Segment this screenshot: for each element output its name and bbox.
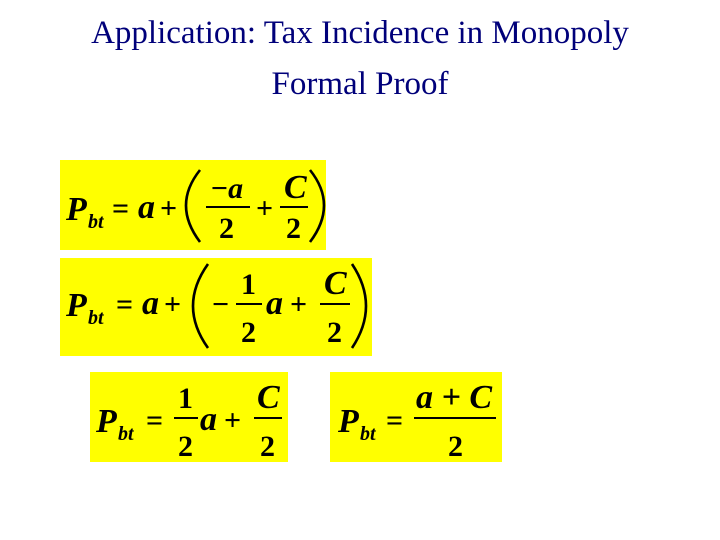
slide-subtitle: Formal Proof xyxy=(271,66,449,102)
eq4-lhs: P xyxy=(338,403,359,440)
eq1-frac1-numerator: −a xyxy=(210,172,244,205)
eq1-right-paren xyxy=(310,170,324,242)
eq1-left-paren xyxy=(186,170,200,242)
equation-1 xyxy=(60,160,326,250)
slide-title: Application: Tax Incidence in Monopoly xyxy=(91,15,629,51)
eq3-lhs-subscript: bt xyxy=(118,423,134,445)
eq2-plus-2: + xyxy=(290,288,308,321)
eq3-frac2-denominator: 2 xyxy=(260,430,275,463)
eq2-frac2-numerator: C xyxy=(324,265,347,302)
eq1-lhs-subscript: bt xyxy=(88,211,104,233)
eq3-lhs: P xyxy=(96,403,117,440)
eq1-equals: = xyxy=(112,192,130,225)
eq1-frac1-denominator: 2 xyxy=(219,212,234,245)
eq2-right-paren xyxy=(352,264,366,348)
eq1-plus-2: + xyxy=(256,192,274,225)
eq3-frac1-denominator: 2 xyxy=(178,430,193,463)
eq1-a: a xyxy=(138,189,155,226)
eq2-left-paren xyxy=(193,264,208,348)
eq3-a: a xyxy=(200,401,217,438)
equation-3 xyxy=(90,372,288,462)
eq4-denominator: 2 xyxy=(448,430,463,463)
eq2-lhs-subscript: bt xyxy=(88,307,104,329)
eq2-lhs: P xyxy=(66,287,87,324)
eq2-frac2-denominator: 2 xyxy=(327,316,342,349)
eq1-plus-1: + xyxy=(160,192,178,225)
eq3-frac1-numerator: 1 xyxy=(178,382,193,415)
eq1-lhs: P xyxy=(66,191,87,228)
equation-4 xyxy=(330,372,502,462)
eq4-equals: = xyxy=(386,404,404,437)
eq3-frac2-numerator: C xyxy=(257,379,280,416)
eq3-plus: + xyxy=(224,404,242,437)
eq2-frac1-numerator: 1 xyxy=(241,268,256,301)
eq2-equals: = xyxy=(116,288,134,321)
eq4-numerator: a + C xyxy=(416,379,493,416)
eq1-frac2-numerator: C xyxy=(284,169,307,206)
equation-2 xyxy=(60,258,372,356)
eq2-plus-1: + xyxy=(164,288,182,321)
eq3-equals: = xyxy=(146,404,164,437)
eq2-frac1-denominator: 2 xyxy=(241,316,256,349)
eq2-a-2: a xyxy=(266,285,283,322)
eq2-minus: − xyxy=(212,288,230,321)
eq4-lhs-subscript: bt xyxy=(360,423,376,445)
eq1-frac2-denominator: 2 xyxy=(286,212,301,245)
eq2-a: a xyxy=(142,285,159,322)
